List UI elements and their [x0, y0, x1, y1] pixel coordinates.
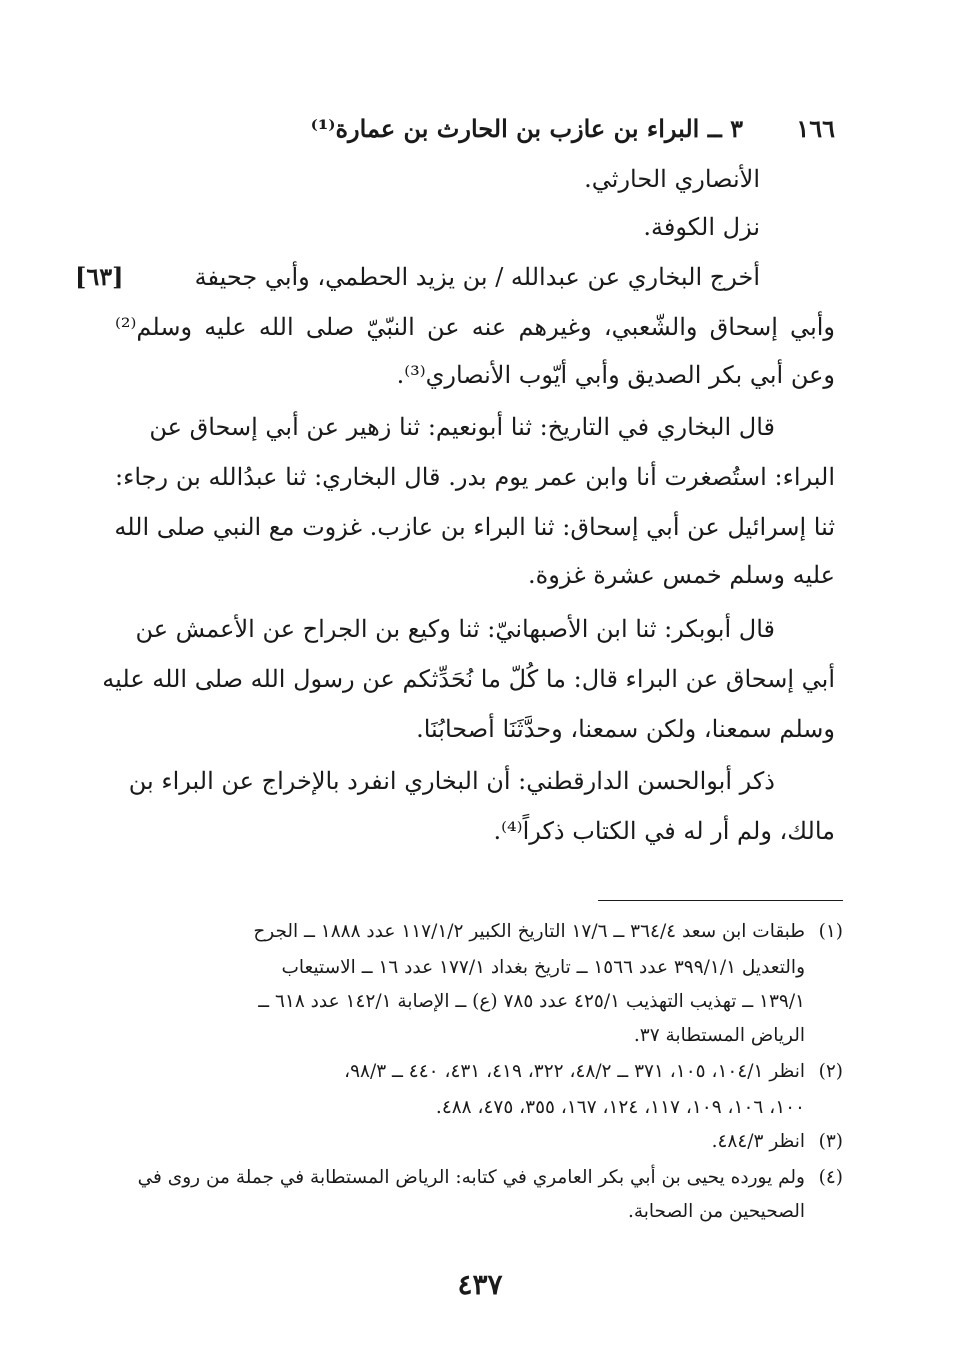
footnote-1-line-2: والتعديل ٣٩٩/١/١ عدد ١٥٦٦ ــ تاريخ بغداد ١٧٧/١ عدد ١٦ ــ الاستيعاب [281, 957, 805, 978]
page-number: ٤٣٧ [457, 1268, 503, 1301]
paragraph-4-line-1: ذكر أبوالحسن الدارقطني: أن البخاري انفرد بالإخراج عن البراء بن [128, 767, 775, 795]
footnote-2-marker: (٢) [818, 1061, 843, 1082]
footnote-1-line-4: الرياض المستطابة ٣٧. [633, 1025, 805, 1046]
footnote-4-line-2: الصحيحين من الصحابة. [627, 1201, 805, 1222]
footnote-4-marker: (٤) [818, 1167, 843, 1188]
paragraph-1-line-2: وأبي إسحاق والشّعبي، وغيرهم عنه عن النبّيّ صلى الله عليه وسلم⁽²⁾ [115, 313, 835, 341]
paragraph-1-line-3: وعن أبي بكر الصديق وأبي أيّوب الأنصاري⁽³⁾. [396, 361, 835, 389]
entry-number: ١٦٦ [796, 114, 835, 143]
footnote-1-line-1: طبقات ابن سعد ٣٦٤/٤ ــ ١٧/٦ التاريخ الكبير ١١٧/١/٢ عدد ١٨٨٨ ــ الجرح [253, 921, 805, 942]
footnote-3-marker: (٣) [818, 1131, 843, 1152]
entry-residence: نزل الكوفة. [643, 213, 760, 241]
paragraph-2-line-1: قال البخاري في التاريخ: ثنا أبونعيم: ثنا زهير عن أبي إسحاق عن [149, 413, 775, 441]
footnote-2-line-1: انظر ١٠٤/١، ١٠٥، ٣٧١ ــ ٤٨/٢، ٣٢٢، ٤١٩، ٤٣١، ٤٤٠ ــ ٩٨/٣، [344, 1061, 805, 1082]
paragraph-2-line-2: البراء: استُصغرت أنا وابن عمر يوم بدر. قال البخاري: ثنا عبدُالله بن رجاء: [115, 463, 835, 491]
paragraph-4-line-2: مالك، ولم أر له في الكتاب ذكراً⁽⁴⁾. [493, 817, 835, 845]
entry-nisba: الأنصاري الحارثي. [584, 165, 760, 193]
paragraph-3-line-2: أبي إسحاق عن البراء قال: ما كُلّ ما نُحَدِّثكم عن رسول الله صلى الله عليه [102, 665, 835, 693]
footnote-4-line-1: ولم يورده يحيى بن أبي بكر العامري في كتابه: الرياض المستطابة في جملة من روى في [137, 1167, 805, 1188]
footnote-separator [598, 900, 843, 901]
footnote-2-line-2: ١٠٠، ١٠٦، ١٠٩، ١١٧، ١٢٤، ١٦٧، ٣٥٥، ٤٧٥، ٤٨٨. [435, 1097, 805, 1118]
paragraph-2-line-3: ثنا إسرائيل عن أبي إسحاق: ثنا البراء بن عازب. غزوت مع النبي صلى الله [114, 513, 835, 541]
paragraph-1-line-1: أخرج البخاري عن عبدالله / بن يزيد الحطمي، وأبي جحيفة [194, 263, 760, 291]
footnote-1-marker: (١) [818, 921, 843, 942]
paragraph-3-line-1: قال أبوبكر: ثنا ابن الأصبهانيّ: ثنا وكيع بن الجراح عن الأعمش عن [135, 615, 775, 643]
paragraph-2-line-4: عليه وسلم خمس عشرة غزوة. [528, 561, 835, 589]
paragraph-3-line-3: وسلم سمعنا، ولكن سمعنا، وحدَّثَنَا أصحابُنَا. [416, 715, 835, 743]
margin-page-marker: [٦٣] [75, 262, 124, 291]
footnote-1-line-3: ١٣٩/١ ــ تهذيب التهذيب ٤٢٥/١ عدد ٧٨٥ (ع) ــ الإصابة ١٤٢/١ عدد ٦١٨ ــ [258, 991, 805, 1012]
footnote-3-line-1: انظر ٤٨٤/٣. [711, 1131, 805, 1152]
entry-title: ٣ ــ البراء بن عازب بن الحارث بن عمارة⁽¹⁾ [310, 114, 743, 143]
